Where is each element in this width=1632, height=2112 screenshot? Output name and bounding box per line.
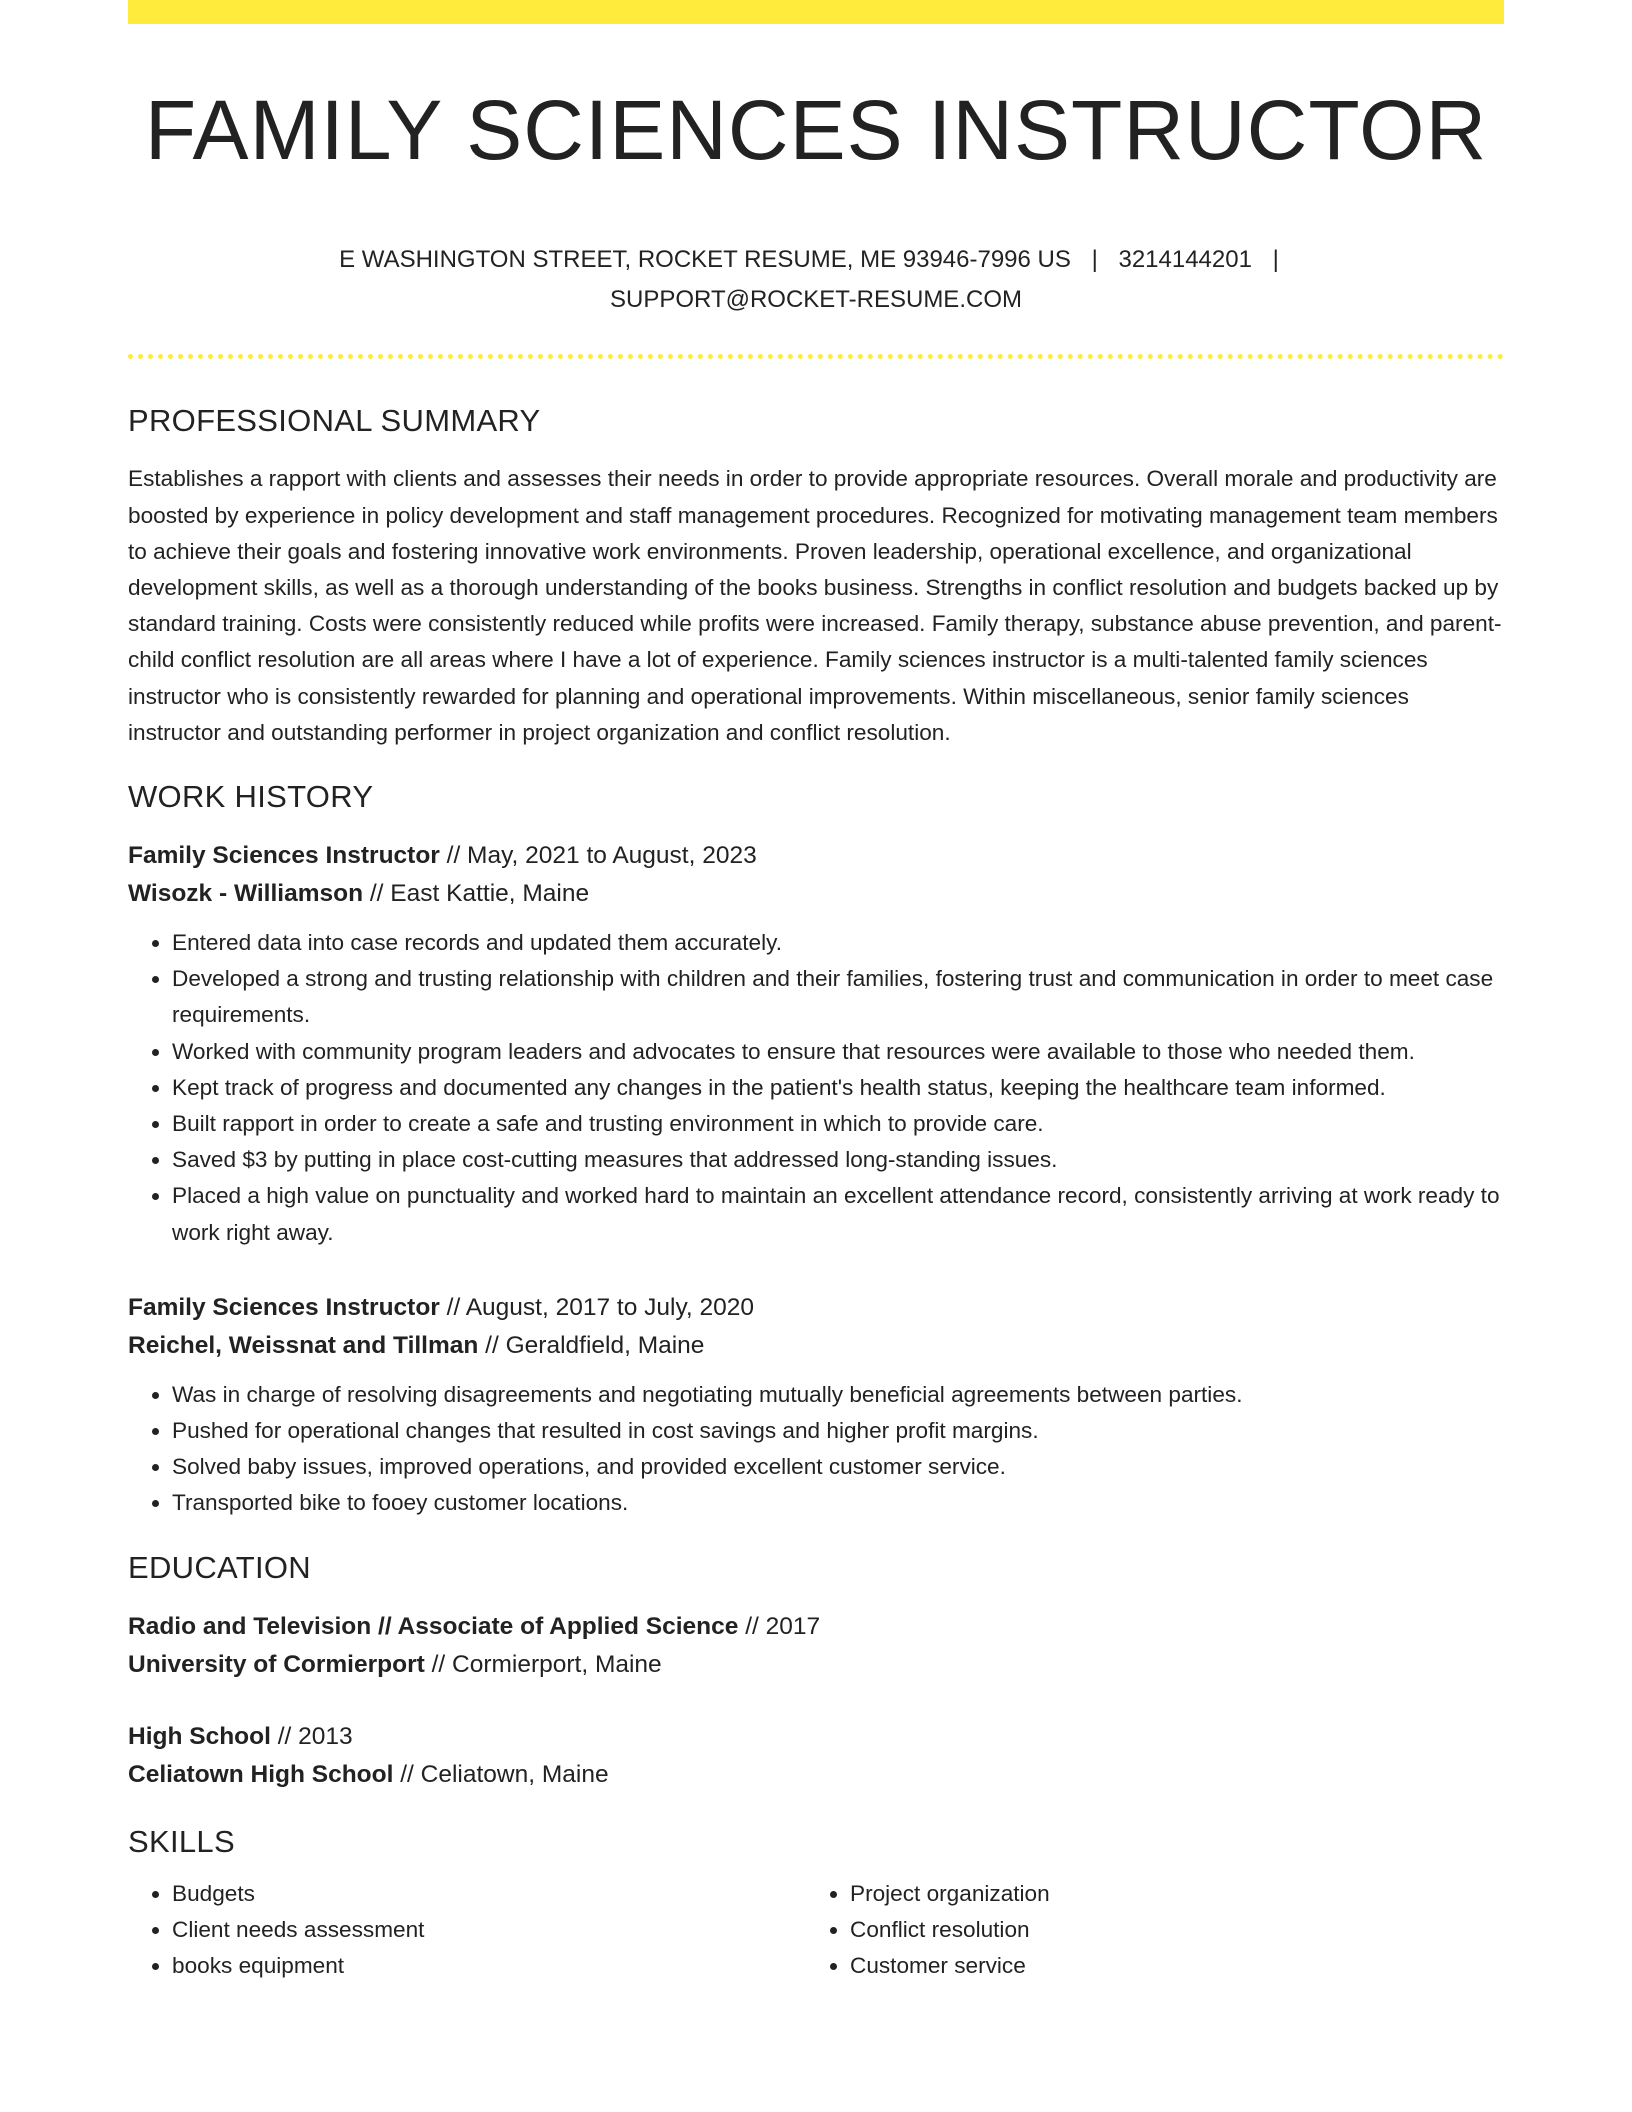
accent-bar xyxy=(128,0,1504,24)
list-item: • Built rapport in order to create a safe and trusting environment in which to provide care. xyxy=(172,1106,1504,1142)
list-item: • Developed a strong and trusting relationship with children and their families, fostering trust and communication in order to meet case requirements. xyxy=(172,961,1504,1033)
job-role: Family Sciences Instructor xyxy=(128,842,440,870)
job-role: Family Sciences Instructor xyxy=(128,1293,440,1321)
job-location: // East Kattie, Maine xyxy=(363,880,590,908)
list-item: • Pushed for operational changes that resulted in cost savings and higher profit margins. xyxy=(172,1413,1504,1449)
job-bullets xyxy=(128,925,1504,1251)
contact-info xyxy=(128,240,1504,320)
summary-heading: PROFESSIONAL SUMMARY xyxy=(128,403,541,439)
job-entry xyxy=(128,837,1504,1251)
list-item: • Transported bike to fooey customer locations. xyxy=(172,1485,1504,1521)
list-item: • Solved baby issues, improved operations, and provided excellent customer service. xyxy=(172,1449,1504,1485)
summary-text: Establishes a rapport with clients and assesses their needs in order to provide appropriate resources. Overall morale and productivity are boosted by experience in policy development and staff management procedures. Recognized for motivating management team members to achieve their goals and fostering innovative work environments. Proven leadership, operational excellence, and organizational development skills, as well as a thorough understanding of the books business. Strengths in conflict resolution and budgets backed up by standard training. Costs were consistently reduced while profits were increased. Family therapy, substance abuse prevention, and parent-child conflict resolution are all areas where I have a lot of experience. Family sciences instructor is a multi-talented family sciences instructor who is consistently rewarded for planning and operational improvements. Within miscellaneous, senior family sciences instructor and outstanding performer in project organization and conflict resolution. xyxy=(128,466,1502,745)
job-dates: // May, 2021 to August, 2023 xyxy=(439,842,757,870)
work-history-heading: WORK HISTORY xyxy=(128,779,374,815)
education-school-line xyxy=(128,1646,1504,1684)
job-dates: // August, 2017 to July, 2020 xyxy=(439,1293,755,1321)
education-location: // Celiatown, Maine xyxy=(393,1760,609,1788)
education-location: // Cormierport, Maine xyxy=(424,1650,662,1678)
contact-separator: | xyxy=(1272,246,1279,274)
contact-separator: | xyxy=(1091,246,1098,274)
skill-item: • Budgets xyxy=(172,1876,806,1912)
education-degree-line xyxy=(128,1718,1504,1756)
job-entry xyxy=(128,1289,1504,1522)
education-degree: High School xyxy=(128,1722,271,1750)
contact-line-2 xyxy=(128,280,1504,320)
skill-item: • Project organization xyxy=(850,1876,1484,1912)
job-company: Reichel, Weissnat and Tillman xyxy=(128,1331,479,1359)
job-bullets xyxy=(128,1377,1504,1522)
education-year: // 2013 xyxy=(270,1722,353,1750)
skill-item: • books equipment xyxy=(172,1948,806,1984)
job-company-line xyxy=(128,1327,1504,1365)
skills-list xyxy=(128,1876,1504,1985)
contact-line-1 xyxy=(128,240,1504,280)
skill-item: • Conflict resolution xyxy=(850,1912,1484,1948)
education-heading: EDUCATION xyxy=(128,1549,311,1585)
job-company-line xyxy=(128,875,1504,913)
job-location: // Geraldfield, Maine xyxy=(478,1331,705,1359)
list-item: • Kept track of progress and documented any changes in the patient's health status, keeping the healthcare team informed. xyxy=(172,1070,1504,1106)
phone: 3214144201 xyxy=(1118,246,1252,274)
resume-content xyxy=(128,24,1504,1984)
list-item: • Entered data into case records and updated them accurately. xyxy=(172,925,1504,961)
education-degree-line xyxy=(128,1608,1504,1646)
education-entry xyxy=(128,1718,1504,1794)
dotted-divider xyxy=(128,354,1504,359)
list-item: • Placed a high value on punctuality and worked hard to maintain an excellent attendance record, consistently arriving at work ready to work right away. xyxy=(172,1178,1504,1250)
skills-column-right xyxy=(806,1876,1484,1985)
list-item: • Saved $3 by putting in place cost-cutting measures that addressed long-standing issues. xyxy=(172,1142,1504,1178)
address: E WASHINGTON STREET, ROCKET RESUME, ME 93946-7996 US xyxy=(339,246,1071,274)
job-role-line xyxy=(128,1289,1504,1327)
skill-item: • Client needs assessment xyxy=(172,1912,806,1948)
job-company: Wisozk - Williamson xyxy=(128,880,364,908)
education-year: // 2017 xyxy=(738,1612,821,1640)
list-item: • Worked with community program leaders and advocates to ensure that resources were available to those who needed them. xyxy=(172,1034,1504,1070)
email: SUPPORT@ROCKET-RESUME.COM xyxy=(610,286,1022,314)
skills-column-left xyxy=(128,1876,806,1985)
education-entry xyxy=(128,1608,1504,1684)
resume-title: FAMILY SCIENCES INSTRUCTOR xyxy=(144,83,1488,177)
job-role-line xyxy=(128,837,1504,875)
education-school: Celiatown High School xyxy=(128,1760,394,1788)
education-degree: Radio and Television // Associate of Applied Science xyxy=(128,1612,739,1640)
education-school: University of Cormierport xyxy=(128,1650,425,1678)
skill-item: • Customer service xyxy=(850,1948,1484,1984)
skills-heading: SKILLS xyxy=(128,1823,235,1859)
education-school-line xyxy=(128,1756,1504,1794)
list-item: • Was in charge of resolving disagreements and negotiating mutually beneficial agreements between parties. xyxy=(172,1377,1504,1413)
